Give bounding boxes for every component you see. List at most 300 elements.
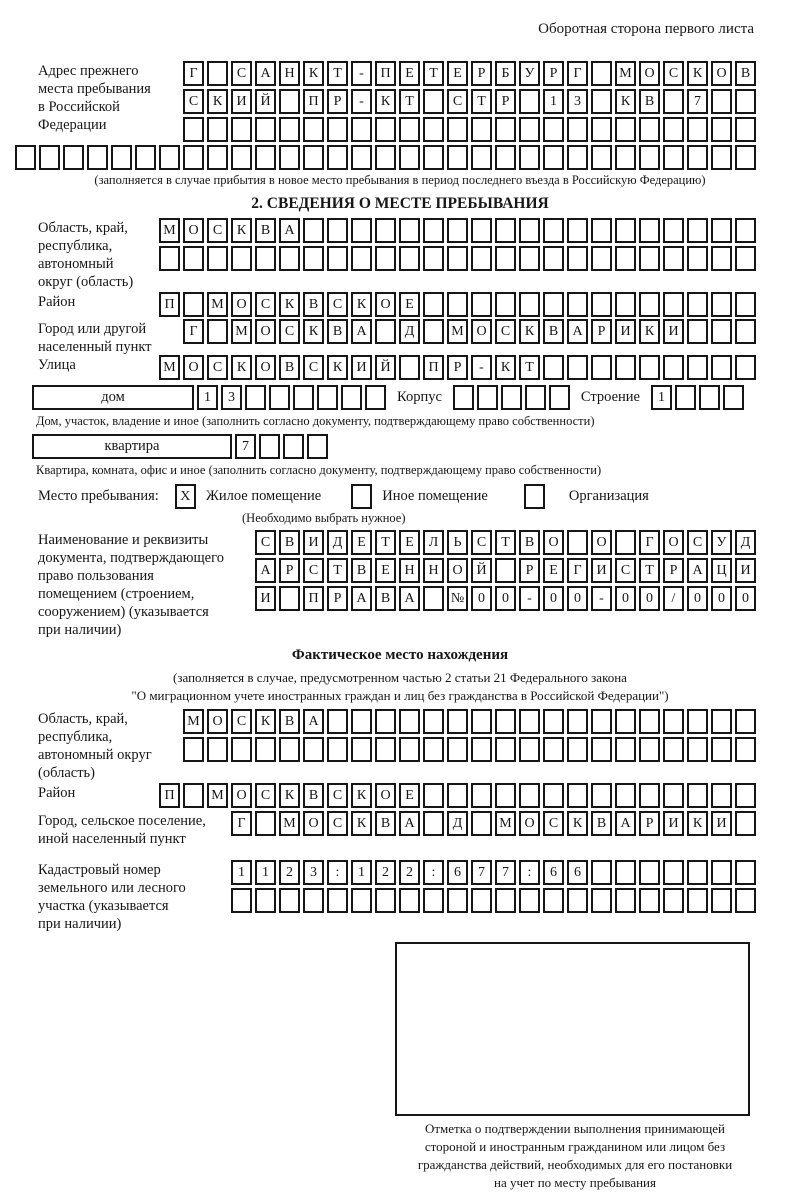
char-box[interactable] [279, 145, 300, 170]
char-box[interactable] [591, 783, 612, 808]
char-box[interactable] [183, 292, 204, 317]
char-box[interactable]: Р [495, 89, 516, 114]
char-box[interactable] [543, 709, 564, 734]
char-box[interactable] [591, 737, 612, 762]
char-box[interactable] [591, 117, 612, 142]
char-box[interactable]: А [687, 558, 708, 583]
char-box[interactable]: А [351, 586, 372, 611]
char-box[interactable] [255, 888, 276, 913]
char-box[interactable] [399, 117, 420, 142]
char-box[interactable]: А [303, 709, 324, 734]
char-box[interactable]: Ь [447, 530, 468, 555]
char-box[interactable]: М [183, 709, 204, 734]
char-box[interactable] [615, 530, 636, 555]
char-box[interactable] [307, 434, 328, 459]
char-box[interactable] [639, 218, 660, 243]
char-box[interactable]: Й [375, 355, 396, 380]
char-box[interactable]: О [231, 783, 252, 808]
char-box[interactable] [567, 292, 588, 317]
char-box[interactable]: Е [399, 61, 420, 86]
char-box[interactable] [351, 117, 372, 142]
char-box[interactable]: К [615, 89, 636, 114]
char-box[interactable] [663, 292, 684, 317]
char-box[interactable] [183, 783, 204, 808]
char-box[interactable] [495, 145, 516, 170]
char-box[interactable]: Р [591, 319, 612, 344]
char-box[interactable] [245, 385, 266, 410]
char-box[interactable]: К [351, 783, 372, 808]
char-box[interactable]: И [711, 811, 732, 836]
char-box[interactable]: Б [495, 61, 516, 86]
char-box[interactable]: К [303, 61, 324, 86]
char-box[interactable] [699, 385, 720, 410]
checkbox-organization[interactable] [524, 484, 545, 509]
char-box[interactable] [351, 145, 372, 170]
char-box[interactable]: И [591, 558, 612, 583]
char-box[interactable] [471, 811, 492, 836]
char-box[interactable] [351, 888, 372, 913]
char-box[interactable] [543, 117, 564, 142]
char-box[interactable] [549, 385, 570, 410]
char-box[interactable] [447, 218, 468, 243]
char-box[interactable]: Ц [711, 558, 732, 583]
char-box[interactable]: К [231, 218, 252, 243]
char-box[interactable]: Е [399, 292, 420, 317]
char-box[interactable]: А [255, 558, 276, 583]
char-box[interactable]: 7 [495, 860, 516, 885]
char-box[interactable] [639, 709, 660, 734]
char-box[interactable]: Н [399, 558, 420, 583]
char-box[interactable] [519, 709, 540, 734]
char-box[interactable] [687, 117, 708, 142]
char-box[interactable] [423, 89, 444, 114]
char-box[interactable]: С [543, 811, 564, 836]
char-box[interactable]: 1 [255, 860, 276, 885]
char-box[interactable]: Д [735, 530, 756, 555]
char-box[interactable]: Р [519, 558, 540, 583]
char-box[interactable]: А [615, 811, 636, 836]
char-box[interactable]: 0 [567, 586, 588, 611]
char-box[interactable]: Г [639, 530, 660, 555]
char-box[interactable] [423, 218, 444, 243]
char-box[interactable]: Р [663, 558, 684, 583]
char-box[interactable]: Р [279, 558, 300, 583]
char-box[interactable] [399, 145, 420, 170]
char-box[interactable] [735, 709, 756, 734]
char-box[interactable]: Г [567, 61, 588, 86]
char-box[interactable] [447, 737, 468, 762]
char-box[interactable] [447, 117, 468, 142]
char-box[interactable]: 6 [447, 860, 468, 885]
char-box[interactable] [591, 61, 612, 86]
char-box[interactable]: И [231, 89, 252, 114]
char-box[interactable] [453, 385, 474, 410]
char-box[interactable] [567, 783, 588, 808]
char-box[interactable] [303, 246, 324, 271]
char-box[interactable]: С [279, 319, 300, 344]
char-box[interactable]: С [231, 709, 252, 734]
char-box[interactable]: : [327, 860, 348, 885]
char-box[interactable] [477, 385, 498, 410]
char-box[interactable]: Г [183, 61, 204, 86]
char-box[interactable] [687, 709, 708, 734]
char-box[interactable]: С [207, 218, 228, 243]
char-box[interactable]: В [303, 292, 324, 317]
apartment-type-box[interactable]: квартира [32, 434, 232, 459]
char-box[interactable] [471, 145, 492, 170]
char-box[interactable] [711, 218, 732, 243]
char-box[interactable] [567, 530, 588, 555]
char-box[interactable] [735, 783, 756, 808]
char-box[interactable] [663, 709, 684, 734]
char-box[interactable] [183, 145, 204, 170]
char-box[interactable] [543, 888, 564, 913]
char-box[interactable]: В [279, 530, 300, 555]
char-box[interactable] [279, 117, 300, 142]
char-box[interactable] [231, 117, 252, 142]
char-box[interactable] [711, 888, 732, 913]
char-box[interactable] [663, 117, 684, 142]
char-box[interactable] [471, 218, 492, 243]
char-box[interactable] [567, 709, 588, 734]
char-box[interactable] [327, 737, 348, 762]
char-box[interactable] [87, 145, 108, 170]
char-box[interactable] [399, 888, 420, 913]
char-box[interactable] [423, 783, 444, 808]
char-box[interactable] [525, 385, 546, 410]
char-box[interactable]: О [255, 319, 276, 344]
char-box[interactable] [687, 888, 708, 913]
char-box[interactable]: 0 [687, 586, 708, 611]
char-box[interactable]: С [495, 319, 516, 344]
char-box[interactable]: И [663, 319, 684, 344]
char-box[interactable] [495, 117, 516, 142]
char-box[interactable] [351, 737, 372, 762]
char-box[interactable]: Т [519, 355, 540, 380]
char-box[interactable] [735, 246, 756, 271]
char-box[interactable] [293, 385, 314, 410]
char-box[interactable]: О [207, 709, 228, 734]
char-box[interactable] [639, 355, 660, 380]
char-box[interactable]: К [495, 355, 516, 380]
char-box[interactable]: 3 [303, 860, 324, 885]
char-box[interactable] [279, 246, 300, 271]
char-box[interactable] [639, 246, 660, 271]
char-box[interactable] [495, 737, 516, 762]
char-box[interactable]: О [543, 530, 564, 555]
char-box[interactable] [495, 783, 516, 808]
char-box[interactable] [303, 737, 324, 762]
char-box[interactable]: А [399, 811, 420, 836]
char-box[interactable] [399, 737, 420, 762]
char-box[interactable] [711, 355, 732, 380]
char-box[interactable]: С [687, 530, 708, 555]
char-box[interactable] [519, 292, 540, 317]
char-box[interactable] [255, 117, 276, 142]
char-box[interactable] [591, 89, 612, 114]
char-box[interactable]: Д [399, 319, 420, 344]
char-box[interactable]: К [351, 811, 372, 836]
char-box[interactable]: В [543, 319, 564, 344]
char-box[interactable] [519, 89, 540, 114]
char-box[interactable] [735, 888, 756, 913]
char-box[interactable] [615, 292, 636, 317]
char-box[interactable] [495, 888, 516, 913]
char-box[interactable]: П [303, 586, 324, 611]
char-box[interactable] [519, 246, 540, 271]
char-box[interactable] [735, 737, 756, 762]
char-box[interactable]: О [183, 355, 204, 380]
char-box[interactable]: 7 [687, 89, 708, 114]
char-box[interactable]: Н [423, 558, 444, 583]
char-box[interactable] [495, 218, 516, 243]
char-box[interactable] [543, 246, 564, 271]
checkbox-other-premises[interactable] [351, 484, 372, 509]
char-box[interactable] [687, 292, 708, 317]
char-box[interactable] [279, 737, 300, 762]
char-box[interactable] [231, 737, 252, 762]
char-box[interactable] [317, 385, 338, 410]
char-box[interactable]: К [207, 89, 228, 114]
char-box[interactable]: 2 [375, 860, 396, 885]
char-box[interactable]: Т [327, 558, 348, 583]
char-box[interactable]: В [351, 558, 372, 583]
char-box[interactable] [39, 145, 60, 170]
char-box[interactable]: О [591, 530, 612, 555]
char-box[interactable] [303, 888, 324, 913]
char-box[interactable] [687, 860, 708, 885]
char-box[interactable]: - [351, 61, 372, 86]
char-box[interactable]: 3 [221, 385, 242, 410]
char-box[interactable]: О [639, 61, 660, 86]
char-box[interactable]: С [663, 61, 684, 86]
char-box[interactable] [375, 737, 396, 762]
char-box[interactable]: В [519, 530, 540, 555]
char-box[interactable]: М [615, 61, 636, 86]
char-box[interactable] [375, 709, 396, 734]
char-box[interactable]: 1 [197, 385, 218, 410]
char-box[interactable] [663, 145, 684, 170]
char-box[interactable] [341, 385, 362, 410]
char-box[interactable] [687, 737, 708, 762]
char-box[interactable] [399, 218, 420, 243]
char-box[interactable] [255, 811, 276, 836]
char-box[interactable]: Г [567, 558, 588, 583]
char-box[interactable]: М [159, 355, 180, 380]
char-box[interactable] [591, 145, 612, 170]
char-box[interactable] [711, 319, 732, 344]
char-box[interactable]: С [327, 292, 348, 317]
char-box[interactable]: С [255, 292, 276, 317]
char-box[interactable]: - [591, 586, 612, 611]
char-box[interactable] [375, 246, 396, 271]
char-box[interactable]: К [687, 61, 708, 86]
char-box[interactable]: С [303, 355, 324, 380]
char-box[interactable] [723, 385, 744, 410]
char-box[interactable] [207, 117, 228, 142]
char-box[interactable] [471, 783, 492, 808]
char-box[interactable] [447, 145, 468, 170]
char-box[interactable]: С [183, 89, 204, 114]
char-box[interactable] [375, 145, 396, 170]
char-box[interactable] [399, 709, 420, 734]
char-box[interactable] [735, 319, 756, 344]
char-box[interactable] [519, 145, 540, 170]
char-box[interactable]: П [375, 61, 396, 86]
char-box[interactable]: А [351, 319, 372, 344]
char-box[interactable]: М [495, 811, 516, 836]
char-box[interactable]: О [471, 319, 492, 344]
char-box[interactable]: К [687, 811, 708, 836]
char-box[interactable]: Е [543, 558, 564, 583]
char-box[interactable]: А [567, 319, 588, 344]
char-box[interactable] [711, 292, 732, 317]
char-box[interactable] [207, 246, 228, 271]
char-box[interactable]: К [567, 811, 588, 836]
char-box[interactable]: У [711, 530, 732, 555]
char-box[interactable] [711, 117, 732, 142]
char-box[interactable]: К [375, 89, 396, 114]
char-box[interactable]: П [159, 783, 180, 808]
char-box[interactable] [327, 888, 348, 913]
char-box[interactable] [423, 811, 444, 836]
char-box[interactable]: В [375, 586, 396, 611]
char-box[interactable]: 1 [231, 860, 252, 885]
char-box[interactable] [543, 355, 564, 380]
char-box[interactable] [735, 218, 756, 243]
char-box[interactable] [711, 737, 732, 762]
char-box[interactable]: А [255, 61, 276, 86]
char-box[interactable]: И [663, 811, 684, 836]
char-box[interactable] [687, 246, 708, 271]
char-box[interactable] [423, 737, 444, 762]
char-box[interactable] [687, 783, 708, 808]
char-box[interactable] [519, 117, 540, 142]
char-box[interactable] [207, 61, 228, 86]
char-box[interactable]: М [231, 319, 252, 344]
char-box[interactable]: Е [351, 530, 372, 555]
char-box[interactable] [567, 888, 588, 913]
char-box[interactable]: С [471, 530, 492, 555]
char-box[interactable] [495, 709, 516, 734]
char-box[interactable] [423, 709, 444, 734]
char-box[interactable] [663, 355, 684, 380]
char-box[interactable] [615, 246, 636, 271]
checkbox-residential[interactable]: X [175, 484, 196, 509]
char-box[interactable] [231, 888, 252, 913]
char-box[interactable]: Р [471, 61, 492, 86]
char-box[interactable] [231, 145, 252, 170]
char-box[interactable]: К [279, 783, 300, 808]
char-box[interactable]: В [591, 811, 612, 836]
char-box[interactable]: Е [399, 530, 420, 555]
char-box[interactable]: К [639, 319, 660, 344]
char-box[interactable] [423, 145, 444, 170]
char-box[interactable] [327, 246, 348, 271]
char-box[interactable] [183, 737, 204, 762]
char-box[interactable] [591, 246, 612, 271]
char-box[interactable] [269, 385, 290, 410]
char-box[interactable] [519, 737, 540, 762]
char-box[interactable] [279, 89, 300, 114]
char-box[interactable]: Р [327, 89, 348, 114]
char-box[interactable] [519, 783, 540, 808]
char-box[interactable]: С [327, 811, 348, 836]
char-box[interactable] [735, 860, 756, 885]
char-box[interactable]: Г [231, 811, 252, 836]
char-box[interactable] [303, 145, 324, 170]
char-box[interactable]: Н [279, 61, 300, 86]
char-box[interactable] [615, 860, 636, 885]
char-box[interactable] [111, 145, 132, 170]
char-box[interactable]: 0 [471, 586, 492, 611]
char-box[interactable] [471, 117, 492, 142]
char-box[interactable]: П [423, 355, 444, 380]
char-box[interactable]: О [519, 811, 540, 836]
char-box[interactable] [303, 218, 324, 243]
char-box[interactable] [351, 218, 372, 243]
char-box[interactable]: С [327, 783, 348, 808]
char-box[interactable] [687, 218, 708, 243]
char-box[interactable] [615, 888, 636, 913]
char-box[interactable] [183, 246, 204, 271]
house-type-box[interactable]: дом [32, 385, 194, 410]
char-box[interactable] [591, 709, 612, 734]
char-box[interactable] [399, 246, 420, 271]
char-box[interactable]: С [207, 355, 228, 380]
char-box[interactable] [615, 737, 636, 762]
char-box[interactable]: - [471, 355, 492, 380]
char-box[interactable] [735, 89, 756, 114]
char-box[interactable]: 1 [351, 860, 372, 885]
char-box[interactable] [687, 319, 708, 344]
char-box[interactable]: С [255, 783, 276, 808]
char-box[interactable] [471, 246, 492, 271]
char-box[interactable]: М [207, 783, 228, 808]
char-box[interactable] [639, 888, 660, 913]
char-box[interactable]: 0 [615, 586, 636, 611]
char-box[interactable] [447, 709, 468, 734]
char-box[interactable]: У [519, 61, 540, 86]
char-box[interactable] [687, 145, 708, 170]
char-box[interactable]: Р [447, 355, 468, 380]
char-box[interactable]: - [519, 586, 540, 611]
char-box[interactable] [495, 558, 516, 583]
char-box[interactable] [711, 860, 732, 885]
char-box[interactable] [495, 246, 516, 271]
char-box[interactable]: 7 [471, 860, 492, 885]
char-box[interactable] [327, 145, 348, 170]
char-box[interactable] [591, 860, 612, 885]
char-box[interactable] [471, 737, 492, 762]
char-box[interactable] [375, 319, 396, 344]
char-box[interactable] [567, 246, 588, 271]
char-box[interactable] [735, 145, 756, 170]
char-box[interactable] [207, 319, 228, 344]
char-box[interactable]: Е [399, 783, 420, 808]
char-box[interactable]: В [255, 218, 276, 243]
char-box[interactable] [543, 292, 564, 317]
char-box[interactable]: И [351, 355, 372, 380]
char-box[interactable]: 3 [567, 89, 588, 114]
char-box[interactable] [639, 292, 660, 317]
char-box[interactable]: В [639, 89, 660, 114]
char-box[interactable] [591, 218, 612, 243]
char-box[interactable] [159, 145, 180, 170]
char-box[interactable]: Р [327, 586, 348, 611]
char-box[interactable]: Т [399, 89, 420, 114]
char-box[interactable]: - [351, 89, 372, 114]
